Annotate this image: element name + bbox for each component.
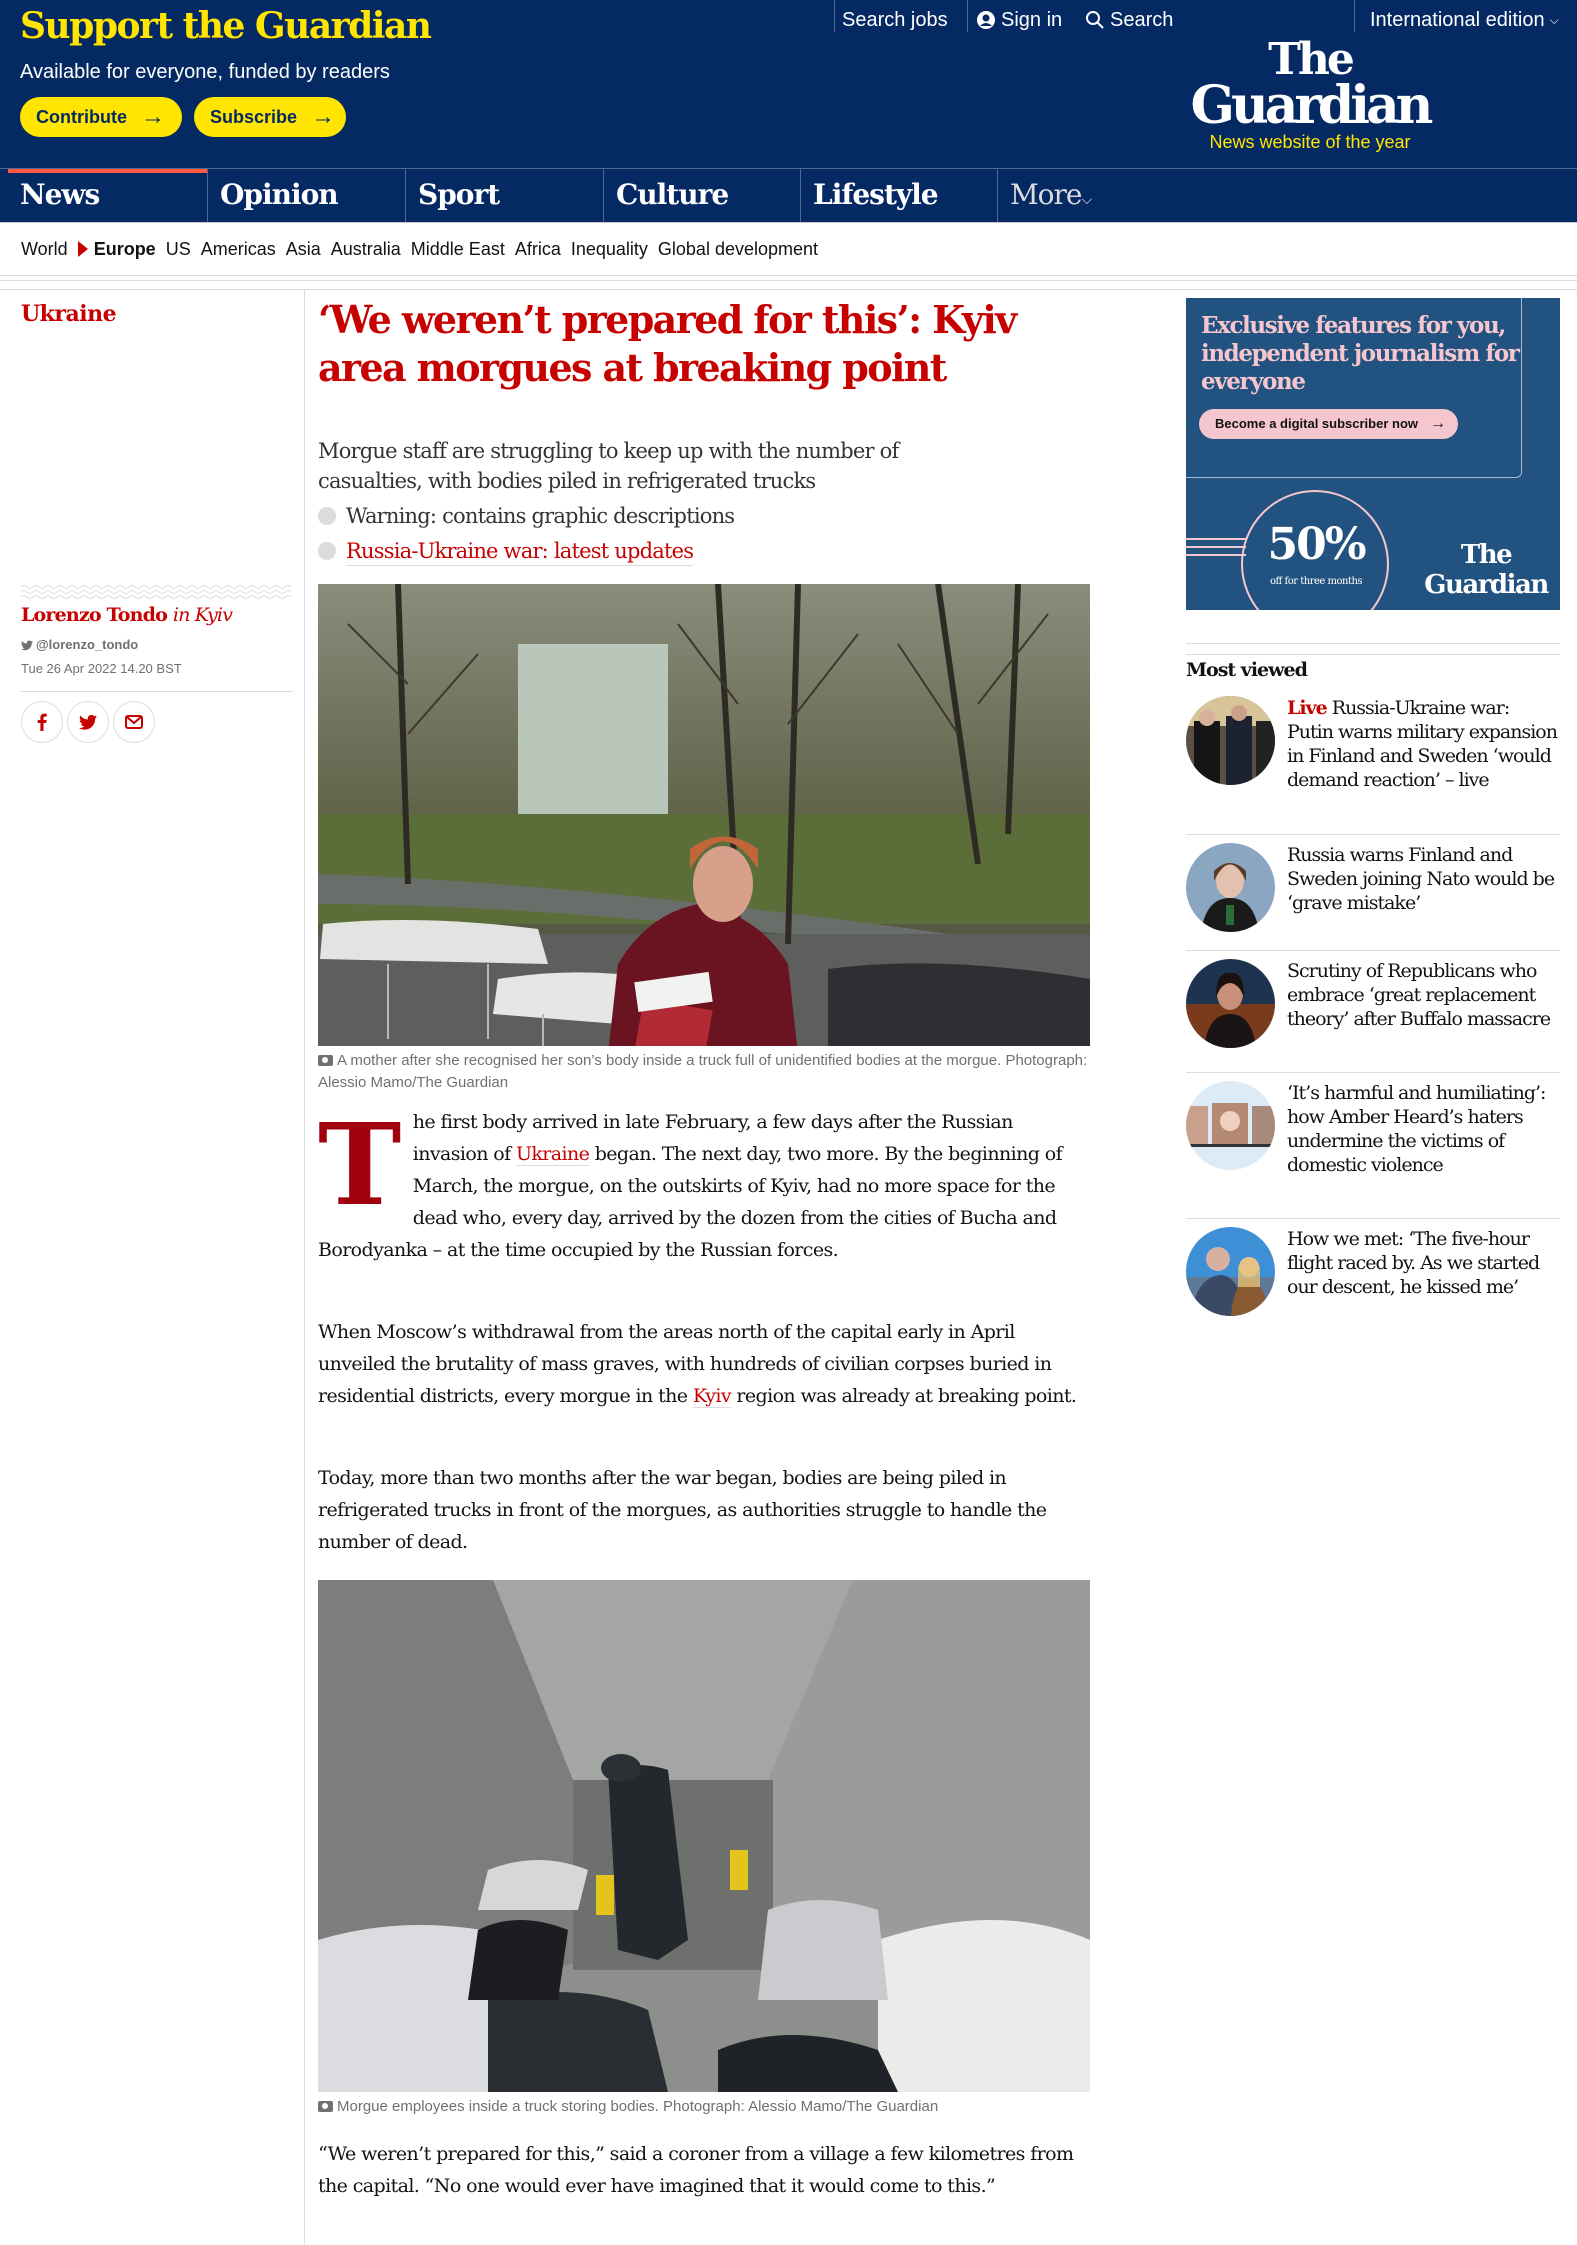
byline bbox=[21, 602, 301, 628]
user-circle-icon bbox=[976, 10, 996, 30]
logo-guardian: Guardian bbox=[1190, 75, 1430, 136]
ad-cta-label: Become a digital subscriber now bbox=[1215, 416, 1418, 431]
divider bbox=[21, 691, 293, 692]
chevron-down-icon: ⌵ bbox=[1549, 13, 1559, 27]
twitter-bird-icon bbox=[79, 715, 97, 730]
subscription-ad[interactable] bbox=[1186, 298, 1560, 610]
paragraph-text: When Moscow’s withdrawal from the areas north of the capital early in April unveiled the brutality of mass graves, with hundreds of civilian corpses buried in residential districts, every morgue in the bbox=[318, 1321, 1052, 1407]
subnav-inequality[interactable]: Inequality bbox=[570, 238, 648, 259]
pillar-sport[interactable]: Sport bbox=[405, 169, 603, 222]
bullet-icon bbox=[318, 542, 336, 560]
most-viewed-headline: Russia warns Finland and Sweden joining Nato would be ‘grave mistake’ bbox=[1287, 844, 1555, 914]
arrow-right-icon: → bbox=[311, 103, 336, 130]
divider bbox=[967, 0, 968, 32]
divider bbox=[0, 280, 1577, 290]
facebook-f-icon bbox=[37, 713, 47, 731]
envelope-icon bbox=[125, 715, 143, 729]
twitter-bird-icon bbox=[21, 640, 33, 651]
share-facebook-button[interactable] bbox=[21, 701, 63, 743]
most-viewed-item[interactable] bbox=[1186, 1218, 1560, 1316]
subnav-asia[interactable]: Asia bbox=[285, 238, 321, 259]
author-link[interactable]: Lorenzo Tondo bbox=[21, 604, 168, 626]
guardian-logo[interactable] bbox=[1128, 34, 1492, 152]
divider bbox=[834, 0, 835, 32]
twitter-handle-text: @lorenzo_tondo bbox=[36, 637, 139, 652]
arrow-right-icon: → bbox=[140, 103, 165, 130]
article-meta-column bbox=[0, 290, 305, 2245]
caption-text: Morgue employees inside a truck storing bodies. Photograph: Alessio Mamo/The Guardian bbox=[337, 2098, 939, 2115]
thumbnail-republican bbox=[1186, 959, 1275, 1048]
live-updates-link[interactable]: Russia-Ukraine war: latest updates bbox=[346, 537, 693, 566]
camera-icon bbox=[318, 1055, 333, 1066]
squiggle-divider bbox=[21, 584, 293, 600]
search-label: Search bbox=[1110, 9, 1174, 31]
kyiv-link[interactable]: Kyiv bbox=[692, 1385, 731, 1407]
paragraph-text: region was already at breaking point. bbox=[730, 1385, 1077, 1407]
sign-in-label: Sign in bbox=[1001, 9, 1063, 31]
pillar-culture[interactable]: Culture bbox=[603, 169, 800, 222]
pillar-news[interactable]: News bbox=[8, 169, 207, 222]
site-header bbox=[0, 0, 1577, 170]
section-label[interactable]: Ukraine bbox=[21, 301, 117, 327]
article-paragraph: “We weren’t prepared for this,” said a coroner from a village a few kilometres from the capital. “No one would ever have imagined that it would come to this.” bbox=[318, 2143, 1074, 2197]
pillar-more[interactable] bbox=[997, 169, 1157, 222]
ad-title: Exclusive features for you, independent journalism for everyone bbox=[1201, 312, 1519, 395]
sign-in-link[interactable] bbox=[976, 6, 1062, 34]
support-title: Support the Guardian bbox=[20, 5, 431, 47]
arrow-right-icon: → bbox=[1430, 415, 1446, 432]
share-twitter-button[interactable] bbox=[67, 701, 109, 743]
live-kicker: Live bbox=[1287, 697, 1327, 719]
most-viewed-item[interactable] bbox=[1186, 1072, 1560, 1177]
pillar-nav bbox=[0, 168, 1577, 222]
thumbnail-putin bbox=[1186, 696, 1275, 785]
warning-text: Warning: contains graphic descriptions bbox=[346, 504, 735, 528]
standfirst-bullet-warning bbox=[318, 501, 1018, 531]
subscribe-label: Subscribe bbox=[210, 106, 298, 127]
author-twitter-link[interactable] bbox=[21, 636, 138, 654]
ad-guardian-logo bbox=[1416, 540, 1556, 604]
ad-stripe bbox=[1186, 546, 1246, 548]
subnav-us[interactable]: US bbox=[165, 238, 191, 259]
drop-cap: T bbox=[318, 1100, 401, 1231]
logo-the: The bbox=[1268, 34, 1352, 85]
most-viewed-title: Most viewed bbox=[1186, 659, 1307, 681]
chevron-down-icon: ⌵ bbox=[1081, 192, 1092, 208]
most-viewed-headline: Scrutiny of Republicans who embrace ‘great replacement theory’ after Buffalo massacre bbox=[1287, 960, 1551, 1030]
search-jobs-label: Search jobs bbox=[842, 9, 948, 31]
pillar-opinion[interactable]: Opinion bbox=[207, 169, 405, 222]
photo-caption bbox=[318, 1050, 1090, 1094]
photo-morgue-truck bbox=[318, 1580, 1090, 2092]
search-jobs-link[interactable] bbox=[842, 6, 948, 34]
subscribe-button[interactable] bbox=[194, 97, 346, 137]
caption-text: A mother after she recognised her son’s body inside a truck full of unidentified bodies at the morgue. Photograph: Alessio Mamo/The Guardian bbox=[318, 1052, 1088, 1091]
most-viewed-headline: ‘It’s harmful and humiliating’: how Amber Heard’s haters undermine the victims of domestic violence bbox=[1287, 1082, 1546, 1176]
most-viewed-item[interactable] bbox=[1186, 950, 1560, 1048]
ad-logo-the: The bbox=[1460, 540, 1512, 570]
search-link[interactable] bbox=[1085, 6, 1173, 34]
standfirst: Morgue staff are struggling to keep up with the number of casualties, with bodies piled in refrigerated trucks bbox=[318, 439, 899, 493]
divider bbox=[1354, 0, 1355, 32]
magnifier-icon bbox=[1085, 10, 1105, 30]
subnav-africa[interactable]: Africa bbox=[514, 238, 561, 259]
truck-photo[interactable] bbox=[318, 1580, 1090, 2092]
ad-cta-button[interactable] bbox=[1199, 409, 1458, 439]
subnav-global-development[interactable]: Global development bbox=[657, 238, 819, 259]
article-paragraph bbox=[318, 1316, 1090, 1412]
share-email-button[interactable] bbox=[113, 701, 155, 743]
subnav-europe[interactable]: Europe bbox=[93, 238, 156, 259]
paragraph-text: he first body arrived in late February, a few days after the Russian invasion of bbox=[412, 1111, 1013, 1165]
article-paragraph bbox=[318, 1100, 1090, 1266]
thumbnail-finland-pm bbox=[1186, 843, 1275, 932]
ukraine-link[interactable]: Ukraine bbox=[515, 1143, 590, 1165]
ad-stripe bbox=[1186, 554, 1246, 556]
triangle-right-icon bbox=[78, 241, 88, 257]
photo-caption bbox=[318, 2096, 1090, 2118]
dateline: Tue 26 Apr 2022 14.20 BST bbox=[21, 661, 182, 676]
article-paragraph: Today, more than two months after the war began, bodies are being piled in refrigerated trucks in front of the morgues, as authorities struggle to handle the number of dead. bbox=[318, 1467, 1047, 1553]
pillar-lifestyle[interactable]: Lifestyle bbox=[800, 169, 997, 222]
camera-icon bbox=[318, 2101, 333, 2112]
most-viewed-headline bbox=[1287, 696, 1557, 792]
more-label: More bbox=[1010, 178, 1082, 211]
subnav-middle-east[interactable]: Middle East bbox=[410, 238, 505, 259]
most-viewed-headline: How we met: ‘The five-hour flight raced by. As we started our descent, he kissed me’ bbox=[1287, 1228, 1540, 1298]
ad-discount: 50% bbox=[1267, 519, 1365, 570]
thumbnail-amber-heard bbox=[1186, 1081, 1275, 1170]
ad-logo-guardian: Guardian bbox=[1424, 570, 1548, 600]
sub-nav bbox=[0, 222, 1577, 276]
edition-selector[interactable] bbox=[1370, 6, 1559, 34]
divider bbox=[1186, 643, 1560, 655]
standfirst-bullet-live bbox=[318, 536, 1018, 566]
byline-location: in Kyiv bbox=[172, 604, 233, 626]
subnav-world[interactable]: World bbox=[21, 238, 68, 259]
most-viewed-item[interactable] bbox=[1186, 688, 1560, 792]
support-subtitle: Available for everyone, funded by readers bbox=[20, 61, 390, 83]
most-viewed-item[interactable] bbox=[1186, 834, 1560, 932]
contribute-button[interactable] bbox=[20, 97, 182, 137]
ad-discount-note: off for three months bbox=[1269, 576, 1363, 587]
ad-stripe bbox=[1186, 538, 1246, 540]
main-photo[interactable] bbox=[318, 584, 1090, 1046]
paragraph-text: began. The next day, two more. By the beginning of March, the morgue, on the outskirts of Kyiv, had no more space for the dead who, every day, arrived by the dozen from the cities of Bucha and Borodyanka – at the time occupied by the Russian forces. bbox=[318, 1143, 1063, 1261]
headline-text: Russia-Ukraine war: Putin warns military expansion in Finland and Sweden ‘would demand reaction’ – live bbox=[1287, 697, 1557, 791]
headline: ‘We weren’t prepared for this’: Kyiv area morgues at breaking point bbox=[318, 297, 1016, 390]
photo-mother-at-morgue bbox=[318, 584, 1090, 1046]
contribute-label: Contribute bbox=[36, 106, 127, 127]
edition-label: International edition bbox=[1370, 9, 1545, 31]
logo-award: News website of the year bbox=[1209, 132, 1411, 152]
subnav-americas[interactable]: Americas bbox=[200, 238, 276, 259]
bullet-icon bbox=[318, 507, 336, 525]
thumbnail-how-we-met bbox=[1186, 1227, 1275, 1316]
subnav-australia[interactable]: Australia bbox=[330, 238, 401, 259]
